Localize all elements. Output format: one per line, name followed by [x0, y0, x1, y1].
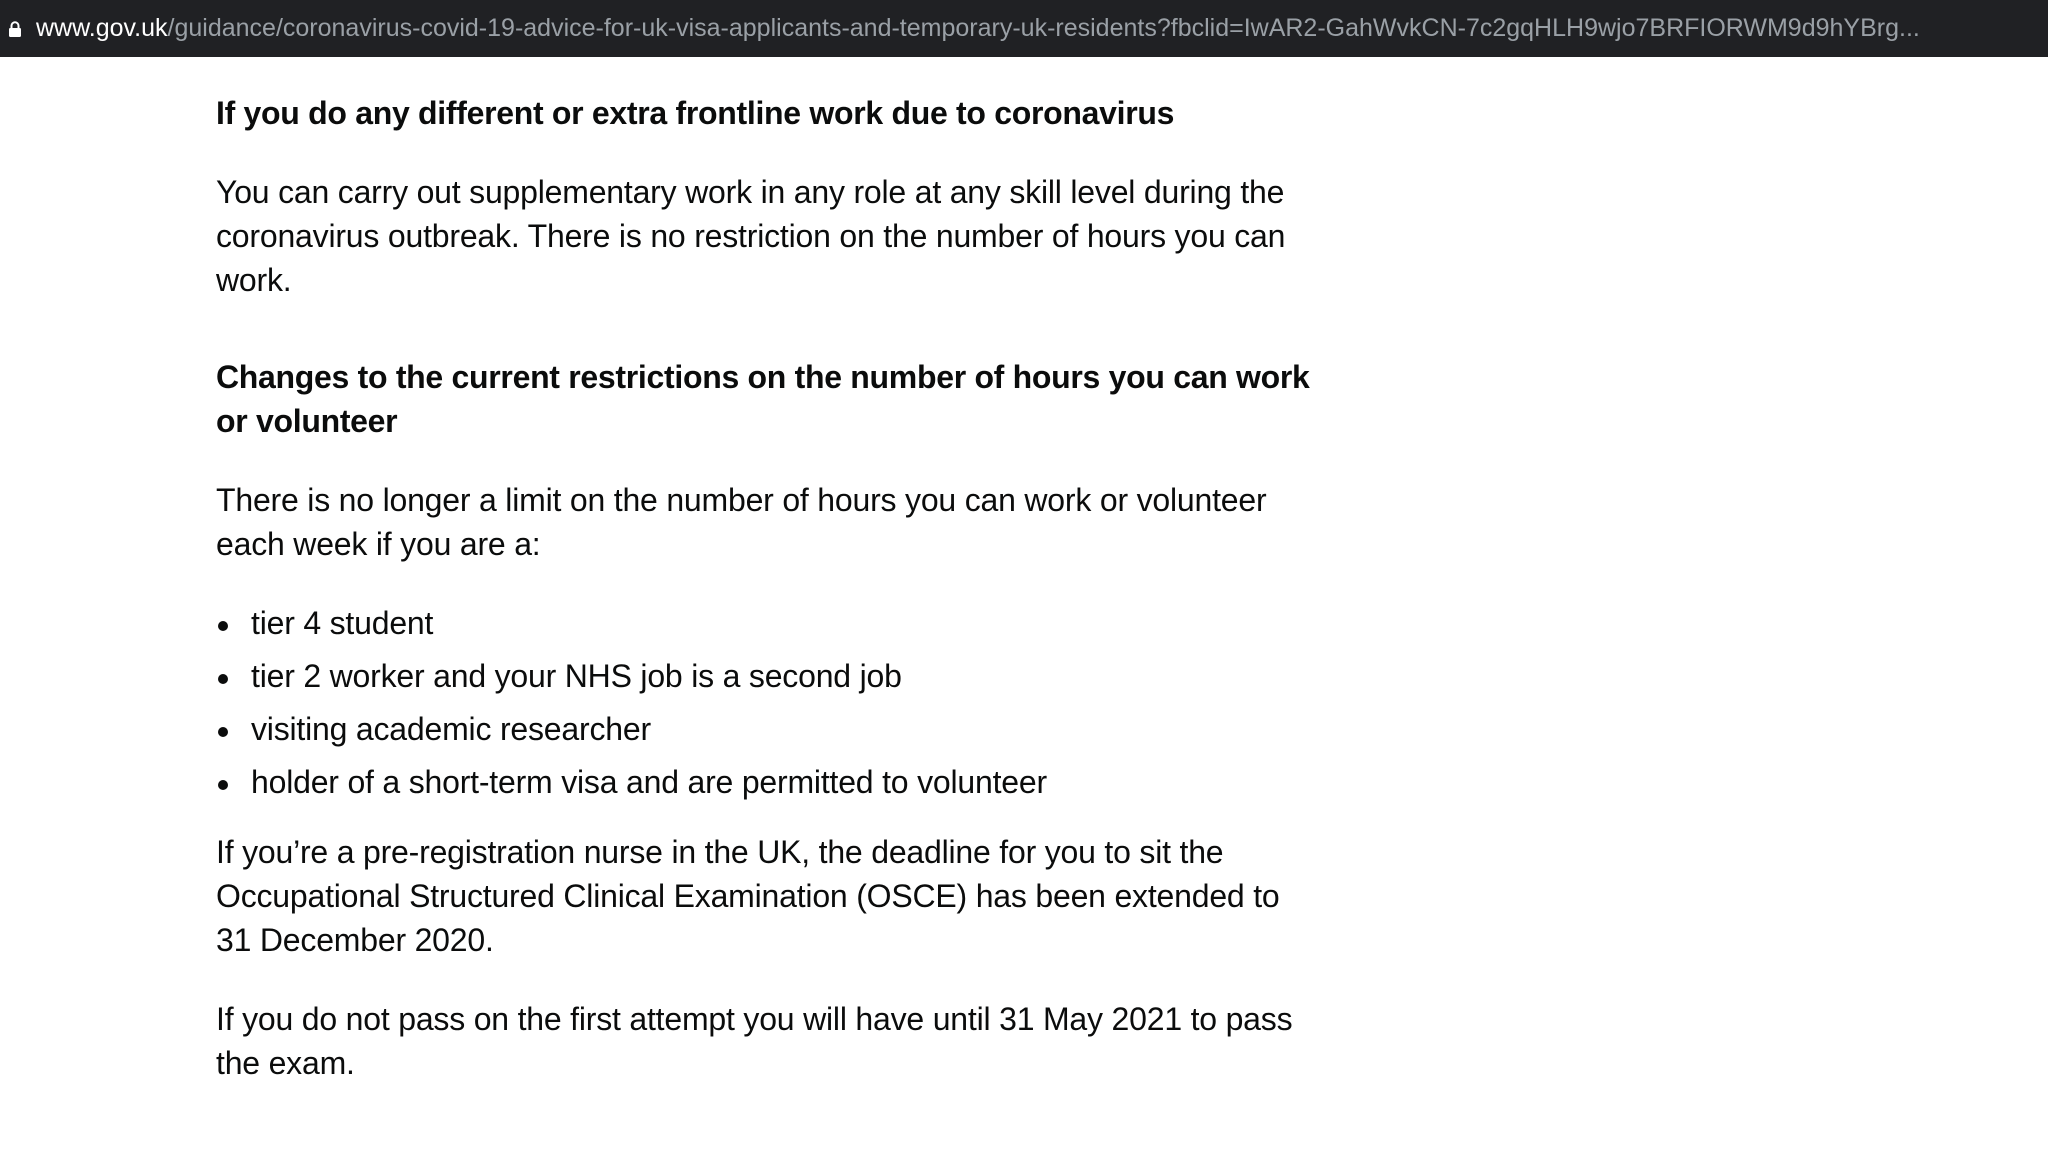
heading-frontline-work: If you do any different or extra frontline work due to coronavirus — [216, 95, 1175, 131]
list-item: tier 4 student — [216, 601, 1316, 645]
article-content — [216, 57, 1316, 1085]
list-item: holder of a short-term visa and are permitted to volunteer — [216, 760, 1316, 804]
eligibility-list — [216, 601, 1316, 804]
paragraph-no-limit: There is no longer a limit on the number of hours you can work or volunteer each week if you are a: — [216, 482, 1267, 562]
paragraph-exam-retake: If you do not pass on the first attempt you will have until 31 May 2021 to pass the exam. — [216, 1001, 1293, 1081]
url-text[interactable] — [36, 14, 1920, 43]
lock-icon — [8, 21, 22, 37]
url-path: /guidance/coronavirus-covid-19-advice-for-uk-visa-applicants-and-temporary-uk-residents?fbclid=IwAR2-GahWvkCN-7c2gqHLH9wjo7BRFIORWM9d9hYBrg... — [167, 14, 1920, 42]
list-item: visiting academic researcher — [216, 707, 1316, 751]
address-bar[interactable] — [0, 0, 2048, 57]
list-item: tier 2 worker and your NHS job is a second job — [216, 654, 1316, 698]
paragraph-osce-deadline: If you’re a pre-registration nurse in the UK, the deadline for you to sit the Occupational Structured Clinical Examination (OSCE) has been extended to 31 December 2020. — [216, 834, 1280, 958]
paragraph-supplementary-work: You can carry out supplementary work in any role at any skill level during the coronavirus outbreak. There is no restriction on the number of hours you can work. — [216, 174, 1286, 298]
url-host: www.gov.uk — [36, 14, 168, 42]
heading-hours-restrictions: Changes to the current restrictions on the number of hours you can work or volunteer — [216, 359, 1310, 439]
